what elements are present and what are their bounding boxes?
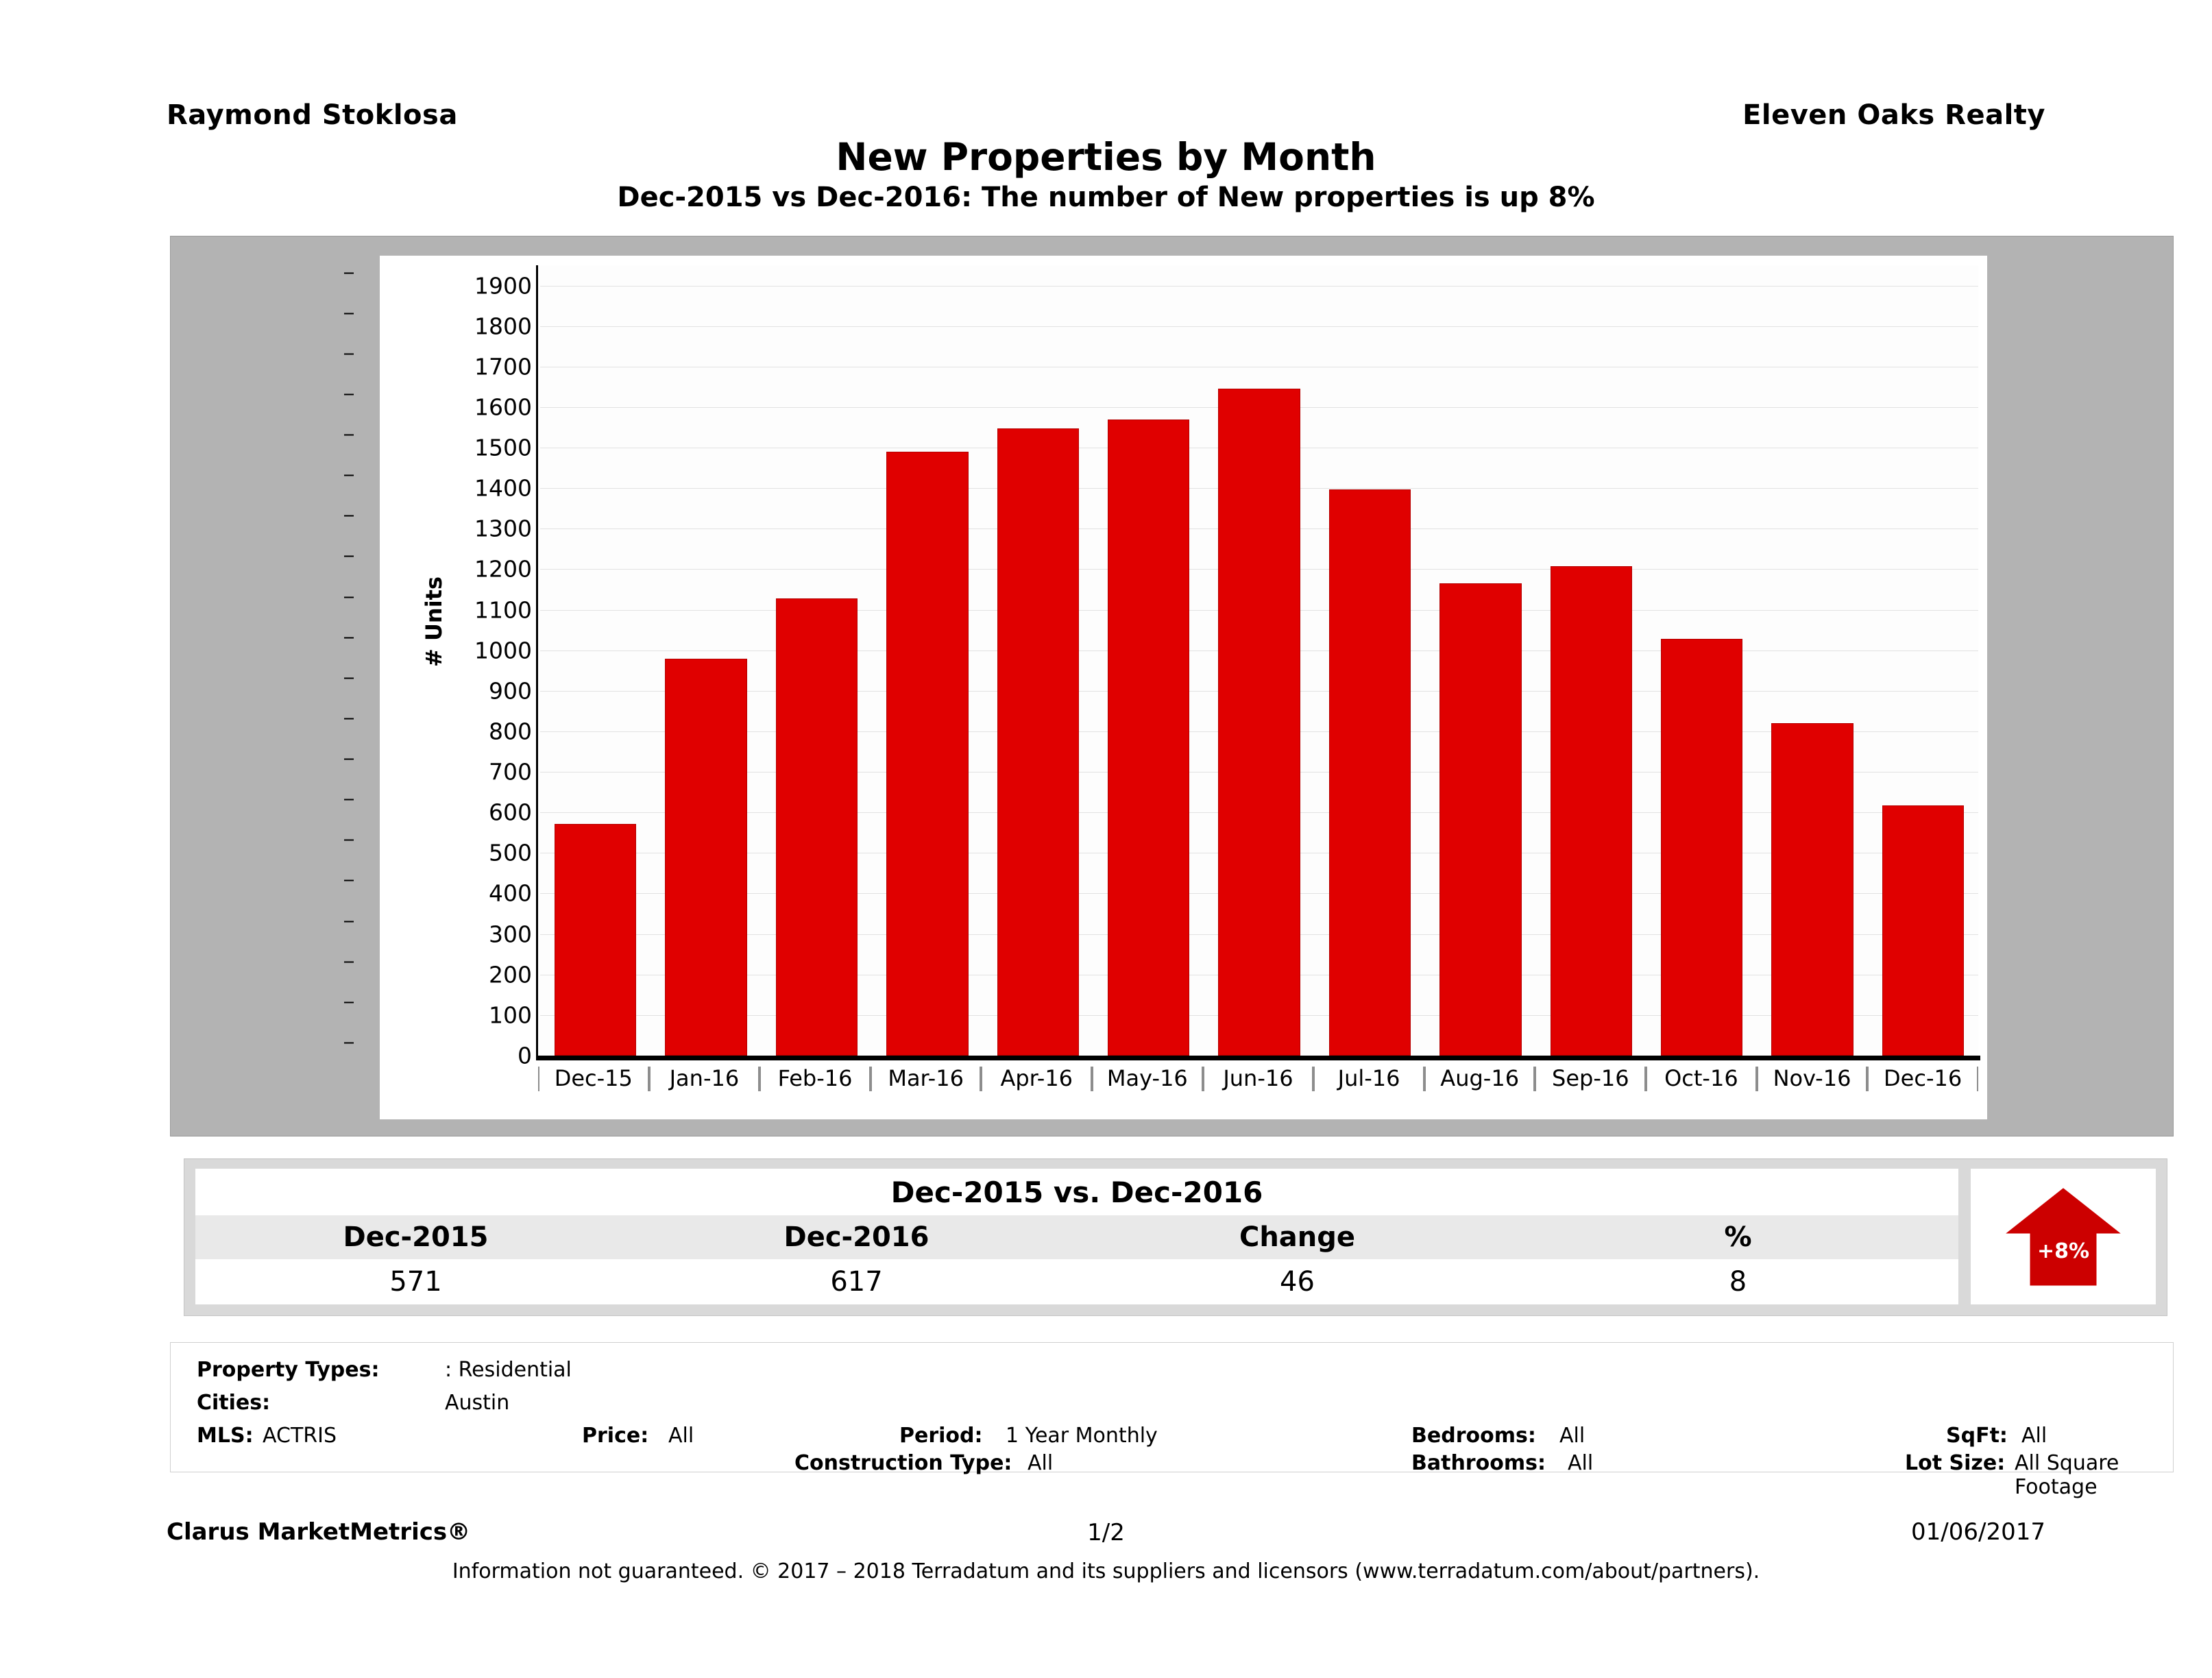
criteria-lotsize-value: All Square Footage [2015,1451,2119,1499]
y-tick-mark [344,272,354,273]
y-tick-label: 1400 [354,475,532,502]
footer-product: Clarus MarketMetrics® [167,1518,471,1546]
y-tick-mark [344,799,354,801]
y-tick-label: 700 [354,759,532,786]
y-tick-label: 1100 [354,596,532,623]
label-text: Cities: [197,1391,271,1415]
y-tick-mark [344,718,354,719]
criteria-mls-label [197,1424,254,1448]
chart-canvas [380,256,1987,1119]
y-tick-mark [344,1001,354,1003]
bar-slot [1093,265,1204,1056]
criteria-period-label [899,1424,983,1448]
comparison-col-3: % [1724,1221,1752,1253]
y-tick-mark [344,759,354,760]
y-tick-mark [344,880,354,881]
y-tick-label: 1500 [354,435,532,461]
footer-page-number: 1/2 [1087,1519,1125,1546]
bar-slot [762,265,872,1056]
bar-series [540,265,1978,1056]
bar-slot [872,265,982,1056]
x-tick-label: May-16 [1092,1065,1203,1095]
trend-badge [1971,1169,2156,1304]
x-tick-label: Feb-16 [759,1065,871,1095]
bar-slot [1425,265,1535,1056]
bar-slot [1646,265,1757,1056]
x-tick-label: Apr-16 [981,1065,1092,1095]
agent-name: Raymond Stoklosa [167,99,458,131]
y-tick-label: 400 [354,880,532,907]
y-tick-label: 1800 [354,313,532,339]
x-axis-labels [538,1065,1978,1095]
x-tick-label: Nov-16 [1757,1065,1868,1095]
comparison-value-1: 617 [830,1266,883,1298]
criteria-bedrooms-label [1411,1424,1536,1448]
bar-Apr-16[interactable] [997,428,1079,1056]
y-tick-label: 1000 [354,637,532,664]
label-text: Property Types: [197,1358,380,1382]
y-tick-label: 100 [354,1001,532,1028]
bar-Oct-16[interactable] [1661,639,1742,1056]
x-tick-label: Mar-16 [871,1065,982,1095]
criteria-cities-value: Austin [445,1391,510,1415]
criteria-period-value: 1 Year Monthly [1006,1424,1158,1448]
y-tick-label: 1900 [354,272,532,299]
comparison-table [195,1169,1958,1304]
criteria-mls-value: ACTRIS [263,1424,337,1448]
table-row [195,1259,1958,1304]
bar-Jun-16[interactable] [1218,389,1300,1056]
label-text: Price: [582,1424,649,1448]
label-text: Lot Size: [1905,1451,2006,1475]
comparison-panel [184,1158,2167,1316]
criteria-construction-value: All [1028,1451,1054,1475]
y-tick-label: 1700 [354,353,532,380]
y-tick-mark [344,677,354,679]
footer-date: 01/06/2017 [1911,1518,2045,1546]
criteria-property-types-label [197,1358,379,1382]
label-text: Bathrooms: [1411,1451,1546,1475]
bar-Dec-16[interactable] [1882,805,1964,1056]
comparison-value-3: 8 [1729,1266,1747,1298]
x-tick-label: Jan-16 [649,1065,760,1095]
bar-May-16[interactable] [1108,420,1189,1056]
y-tick-mark [344,475,354,476]
criteria-property-types-value: : Residential [445,1358,572,1382]
criteria-bathrooms-label [1411,1451,1546,1475]
criteria-lotsize-label [1905,1451,2005,1475]
y-tick-mark [344,921,354,922]
y-tick-label: 900 [354,677,532,704]
comparison-col-2: Change [1239,1221,1356,1253]
criteria-cities-label [197,1391,270,1415]
criteria-panel [170,1342,2174,1499]
chart-panel [170,236,2174,1136]
y-tick-label: 1600 [354,393,532,420]
criteria-bathrooms-value: All [1568,1451,1594,1475]
bar-Dec-15[interactable] [555,824,636,1056]
x-tick-label: Sep-16 [1535,1065,1646,1095]
bar-Aug-16[interactable] [1439,583,1521,1056]
label-text: Construction Type: [794,1451,1012,1475]
bar-Nov-16[interactable] [1771,723,1853,1056]
y-tick-label: 300 [354,921,532,947]
bar-slot [1757,265,1867,1056]
y-tick-mark [344,1043,354,1044]
bar-slot [1536,265,1646,1056]
criteria-price-label [582,1424,648,1448]
page-title: New Properties by Month [836,135,1376,179]
label-text: Period: [899,1424,983,1448]
label-text: SqFt: [1946,1424,2008,1448]
bar-Mar-16[interactable] [886,452,968,1056]
y-tick-label: 200 [354,961,532,988]
x-tick-label: Jun-16 [1203,1065,1314,1095]
criteria-bedrooms-value: All [1559,1424,1585,1448]
label-text: MLS: [197,1424,254,1448]
bar-Sep-16[interactable] [1551,566,1632,1056]
y-tick-mark [344,353,354,354]
x-tick-label: Aug-16 [1424,1065,1535,1095]
y-tick-mark [344,515,354,517]
y-tick-label: 500 [354,840,532,866]
comparison-value-2: 46 [1280,1266,1315,1298]
y-tick-mark [344,840,354,841]
footer-disclaimer: Information not guaranteed. © 2017 – 2018 Terradatum and its suppliers and licensors (www.terradatum.com/about/partners). [452,1559,1760,1583]
y-tick-label: 1200 [354,556,532,583]
y-tick-mark [344,556,354,557]
x-tick-label: Jul-16 [1313,1065,1424,1095]
y-tick-mark [344,435,354,436]
bar-slot [1868,265,1978,1056]
comparison-col-1: Dec-2016 [783,1221,929,1253]
trend-badge-label: +8% [2037,1239,2090,1263]
y-tick-label: 600 [354,799,532,826]
x-tick-label: Dec-15 [538,1065,649,1095]
bar-slot [1315,265,1425,1056]
criteria-construction-label [794,1451,1012,1475]
x-axis [538,1056,1980,1060]
y-tick-mark [344,393,354,395]
y-tick-mark [344,313,354,314]
y-tick-label: 1300 [354,515,532,542]
y-tick-mark [344,596,354,598]
bar-slot [651,265,761,1056]
x-tick-label: Dec-16 [1867,1065,1978,1095]
y-axis-label: # Units [421,576,447,667]
comparison-header-row [195,1215,1958,1259]
plot-area [474,265,1978,1091]
label-text: Bedrooms: [1411,1424,1536,1448]
bar-slot [1204,265,1314,1056]
comparison-value-0: 571 [389,1266,442,1298]
page-subtitle: Dec-2015 vs Dec-2016: The number of New properties is up 8% [617,182,1595,213]
comparison-title: Dec-2015 vs. Dec-2016 [195,1169,1958,1215]
criteria-sqft-value: All [2021,1424,2047,1448]
y-tick-mark [344,961,354,962]
bar-Jan-16[interactable] [665,659,746,1056]
brokerage-name: Eleven Oaks Realty [1742,99,2045,131]
bar-Jul-16[interactable] [1329,489,1411,1056]
x-tick-label: Oct-16 [1646,1065,1757,1095]
y-tick-label: 800 [354,718,532,744]
comparison-col-0: Dec-2015 [343,1221,489,1253]
bar-slot [983,265,1093,1056]
bar-slot [540,265,651,1056]
up-arrow-svg [1998,1182,2128,1291]
criteria-price-value: All [668,1424,694,1448]
y-tick-mark [344,637,354,638]
criteria-sqft-label [1946,1424,2008,1448]
plot-frame [536,265,1978,1060]
bar-Feb-16[interactable] [776,598,858,1056]
up-arrow-icon [1998,1182,2128,1291]
y-tick-label: 0 [354,1043,532,1069]
